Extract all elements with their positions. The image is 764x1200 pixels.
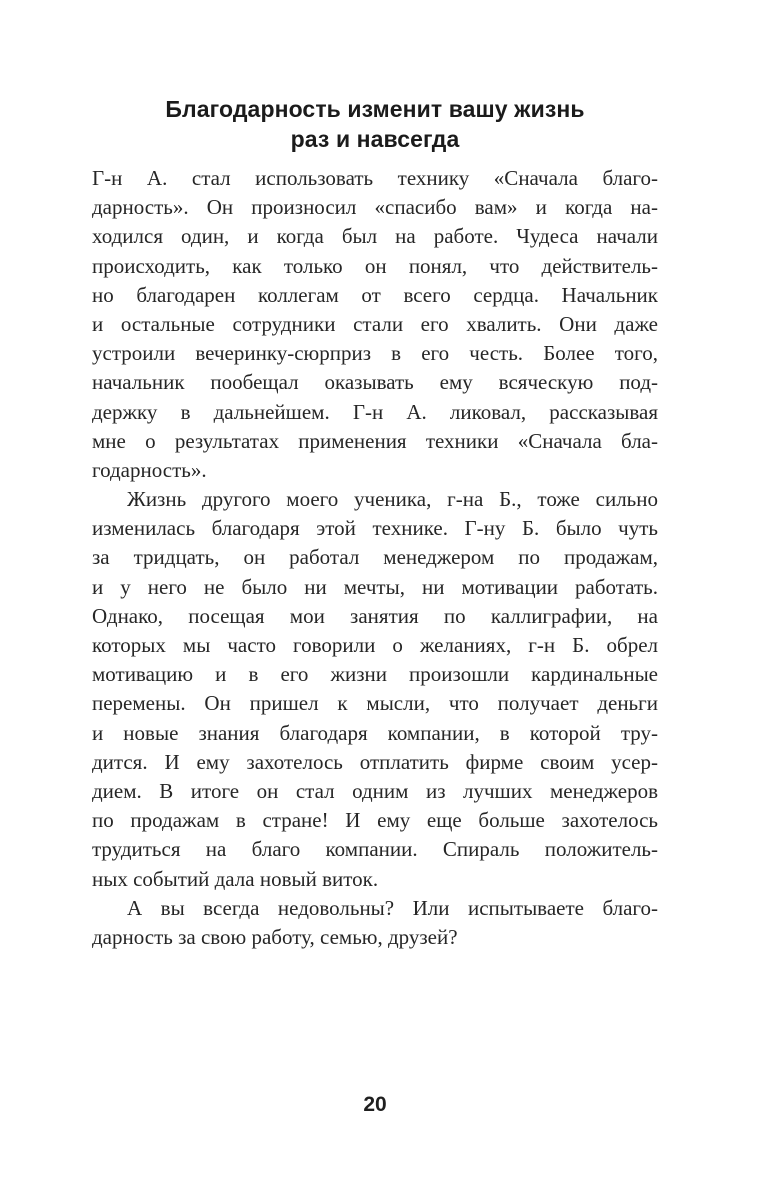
text-line: Жизнь другого моего ученика, г-на Б., тоже сильно — [127, 487, 658, 512]
text-line: начальник пообещал оказывать ему всяческую под- — [92, 370, 658, 395]
text-line: Г-н А. стал использовать технику «Сначала благо- — [92, 166, 658, 190]
chapter-title — [92, 94, 658, 154]
text-line: которых мы часто говорили о желаниях, г-н Б. обрел — [92, 633, 658, 657]
text-line: Однако, посещая мои занятия по каллиграфии, на — [92, 603, 658, 628]
text-line: трудиться на благо компании. Спираль положитель- — [92, 837, 658, 862]
body-text — [92, 164, 658, 952]
text-line: мотивацию и в его жизни произошли кардинальные — [92, 662, 658, 687]
text-line: по продажам в стране! И ему еще больше захотелось — [92, 808, 658, 833]
chapter-title-line1: Благодарность изменит вашу жизнь — [165, 96, 585, 122]
text-line: дием. В итоге он стал одним из лучших менеджеров — [92, 778, 658, 803]
text-line: ных событий дала новый виток. — [92, 866, 379, 891]
text-line: устроили вечеринку-сюрприз в его честь. Более того, — [92, 341, 658, 366]
text-line: дится. И ему захотелось отплатить фирме своим усер- — [92, 749, 658, 774]
text-line: за тридцать, он работал менеджером по продажам, — [92, 545, 658, 570]
text-line: и у него не было ни мечты, ни мотивации работать. — [92, 574, 658, 599]
page-number: 20 — [363, 1093, 387, 1116]
text-line: ходился один, и когда был на работе. Чудеса начали — [92, 224, 658, 249]
text-line: происходить, как только он понял, что действитель- — [92, 253, 658, 278]
text-line: мне о результатах применения техники «Сначала бла- — [92, 428, 658, 453]
text-line: но благодарен коллегам от всего сердца. Начальник — [92, 282, 658, 307]
text-line: изменилась благодаря этой технике. Г-ну Б. было чуть — [92, 516, 658, 541]
text-line: перемены. Он пришел к мысли, что получает деньги — [92, 691, 658, 716]
text-line: и новые знания благодаря компании, в которой тру- — [92, 720, 658, 745]
text-line: дарность». Он произносил «спасибо вам» и когда на- — [92, 195, 658, 220]
text-line: годарность». — [92, 457, 207, 482]
text-line: дарность за свою работу, семью, друзей? — [92, 924, 458, 949]
text-line: держку в дальнейшем. Г-н А. ликовал, рассказывая — [92, 399, 658, 424]
text-line: А вы всегда недовольны? Или испытываете благо- — [127, 895, 658, 920]
chapter-title-line2: раз и навсегда — [290, 126, 460, 152]
text-line: и остальные сотрудники стали его хвалить. Они даже — [92, 311, 658, 336]
